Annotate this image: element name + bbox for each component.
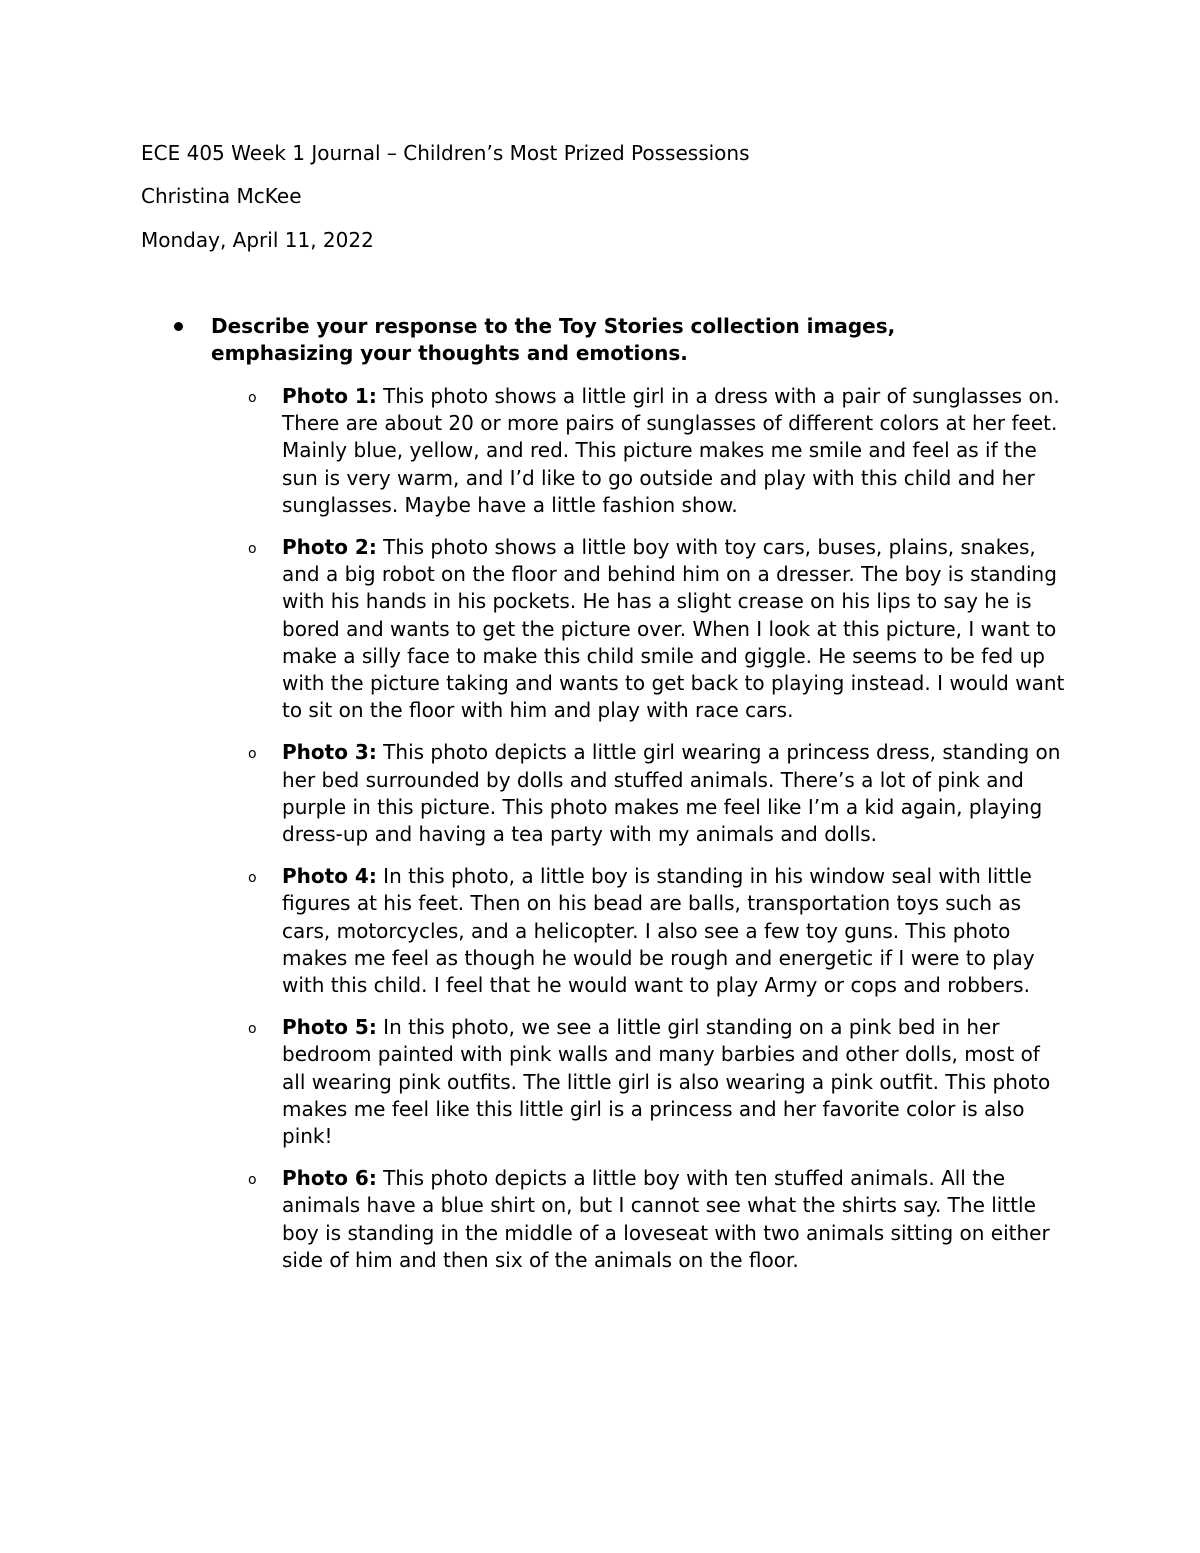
photo-description: This photo depicts a little girl wearing a princess dress, standing on her bed surrounded by dolls and stuffed animals. There’s a lot of pink and purple in this picture. This photo makes me feel like I’m a kid again, playing dress-up and having a tea party with my animals and dolls. <box>282 740 1061 847</box>
sub-bullet-icon: o <box>248 541 257 558</box>
photo-label: Photo 3: <box>282 740 377 765</box>
photo-item-6 <box>248 1165 1068 1274</box>
bullet-icon <box>174 322 183 331</box>
photo-response-list <box>248 383 1068 1289</box>
photo-label: Photo 4: <box>282 864 377 889</box>
photo-label: Photo 5: <box>282 1015 377 1040</box>
sub-bullet-icon: o <box>248 1172 257 1189</box>
sub-bullet-icon: o <box>248 746 257 763</box>
photo-item-3 <box>248 739 1068 848</box>
document-author: Christina McKee <box>141 184 302 208</box>
photo-item-5 <box>248 1014 1068 1150</box>
sub-bullet-icon: o <box>248 870 257 887</box>
prompt-text: Describe your response to the Toy Stories collection images, emphasizing your thoughts and emotions. <box>211 314 896 365</box>
sub-bullet-icon: o <box>248 390 257 406</box>
photo-description: This photo shows a little girl in a dress with a pair of sunglasses on. There are about 20 or more pairs of sunglasses of different colors at her feet. Mainly blue, yellow, and red. This picture makes me smile and feel as if the sun is very warm, and I’d like to go outside and play with this child and her sunglasses. Maybe have a little fashion show. <box>282 384 1060 517</box>
document-date: Monday, April 11, 2022 <box>141 228 374 252</box>
photo-item-2 <box>248 534 1068 724</box>
prompt-list-item <box>170 313 1070 367</box>
sub-bullet-icon: o <box>248 1021 257 1038</box>
photo-item-1 <box>248 383 1068 519</box>
photo-label: Photo 6: <box>282 1166 377 1191</box>
photo-description: In this photo, a little boy is standing in his window seal with little figures at his feet. Then on his bead are balls, transportation toys such as cars, motorcycles, and a helicopter. I also see a few toy guns. This photo makes me feel as though he would be rough and energetic if I were to play with this child. I feel that he would want to play Army or cops and robbers. <box>282 864 1035 998</box>
photo-label: Photo 1: <box>282 384 377 408</box>
photo-item-4 <box>248 863 1068 999</box>
document-title: ECE 405 Week 1 Journal – Children’s Most Prized Possessions <box>141 141 750 165</box>
photo-label: Photo 2: <box>282 535 377 560</box>
photo-description: This photo shows a little boy with toy cars, buses, plains, snakes, and a big robot on the floor and behind him on a dresser. The boy is standing with his hands in his pockets. He has a slight crease on his lips to say he is bored and wants to get the picture over. When I look at this picture, I want to make a silly face to make this child smile and giggle. He seems to be fed up with the picture taking and wants to get back to playing instead. I would want to sit on the floor with him and play with race cars. <box>282 535 1065 723</box>
photo-description: In this photo, we see a little girl standing on a pink bed in her bedroom painted with pink walls and many barbies and other dolls, most of all wearing pink outfits. The little girl is also wearing a pink outfit. This photo makes me feel like this little girl is a princess and her favorite color is also pink! <box>282 1015 1051 1149</box>
photo-description: This photo depicts a little boy with ten stuffed animals. All the animals have a blue shirt on, but I cannot see what the shirts say. The little boy is standing in the middle of a loveseat with two animals sitting on either side of him and then six of the animals on the floor. <box>282 1166 1050 1272</box>
